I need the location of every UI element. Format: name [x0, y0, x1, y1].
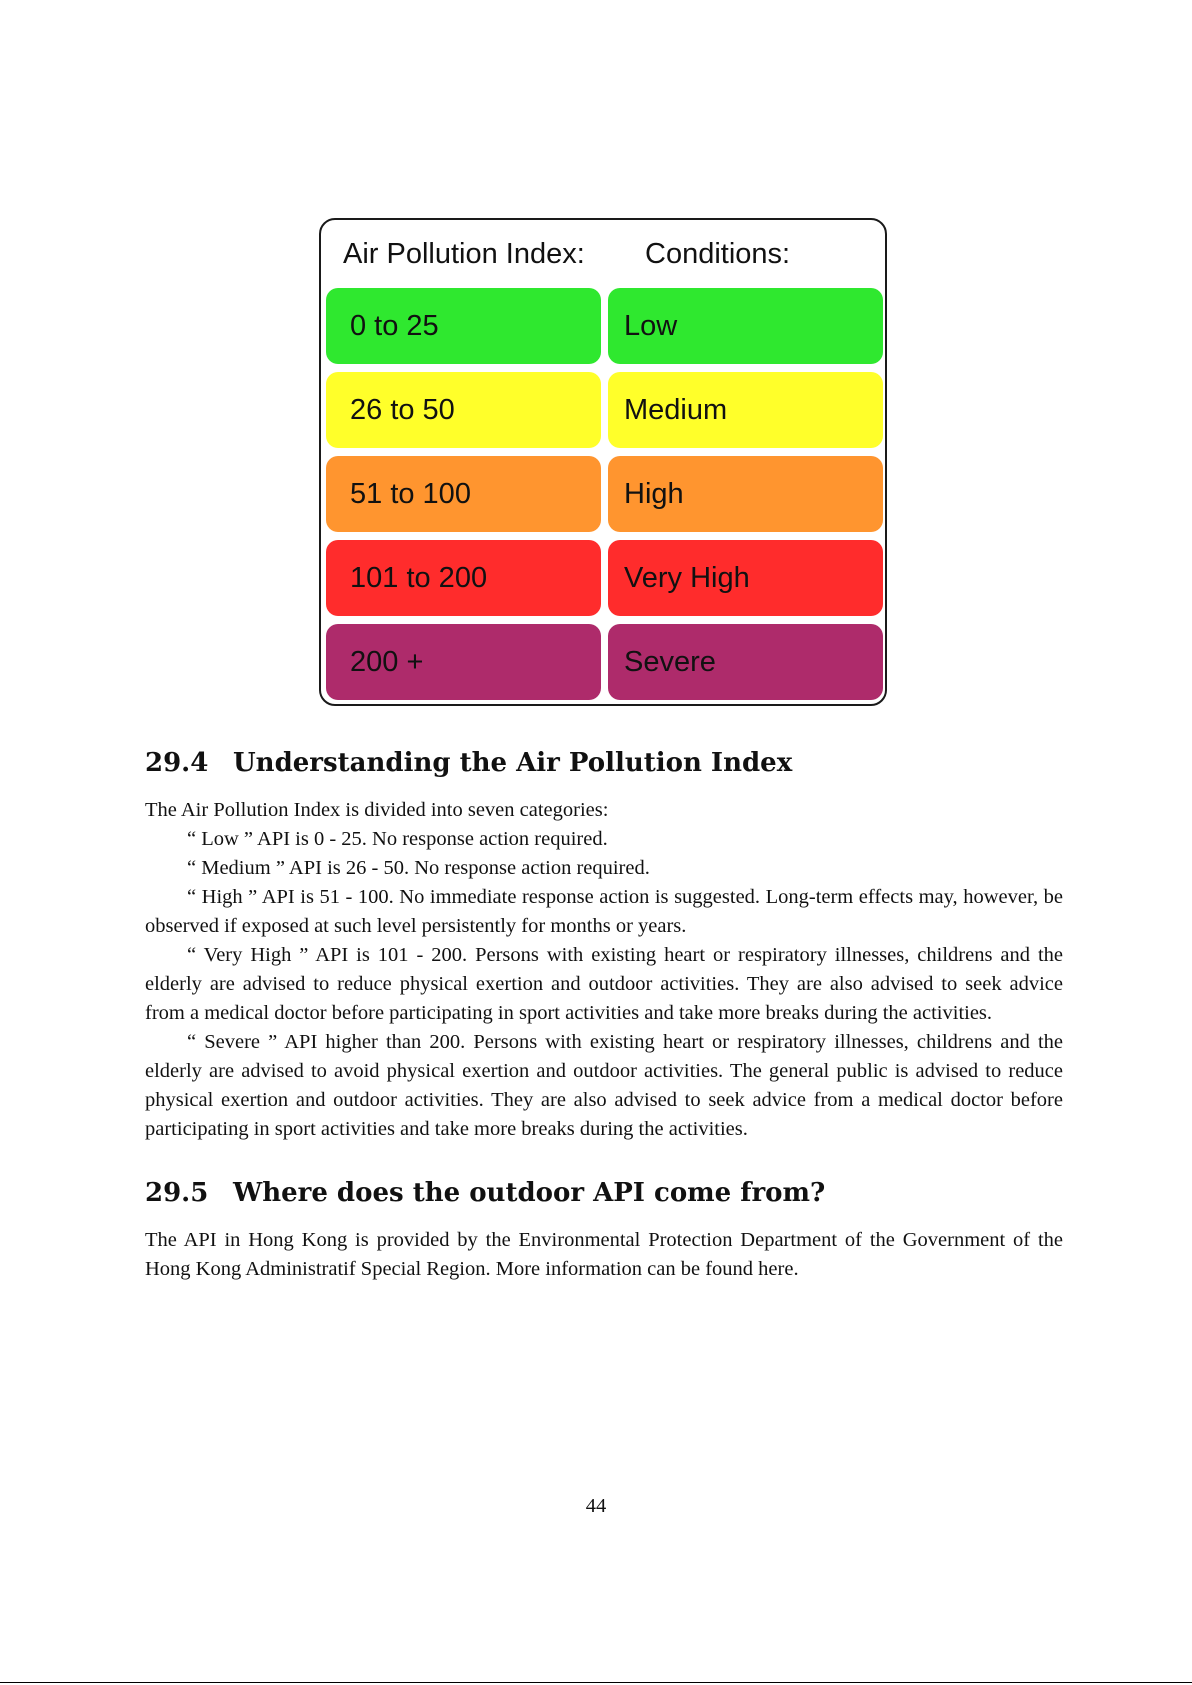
- intro-paragraph: The Air Pollution Index is divided into seven categories:: [145, 799, 609, 821]
- api-range-cell: 0 to 25: [326, 288, 601, 364]
- bottom-rule: [0, 1682, 1192, 1683]
- api-source-paragraph: The API in Hong Kong is provided by the Environmental Protection Department of the Government of the Hong Kong Administratif Special Region. More information can be found here.: [145, 1229, 1063, 1280]
- section-title: Understanding the Air Pollution Index: [233, 748, 793, 778]
- api-range-cell: 26 to 50: [326, 372, 601, 448]
- very-high-paragraph: “ Very High ” API is 101 - 200. Persons with existing heart or respiratory illnesses, childrens and the elderly are advised to reduce physical exertion and outdoor activities. They are also advised to seek advice from a medical doctor before participating in sport activities and take more breaks during the activities.: [145, 944, 1063, 1024]
- api-row-low: [326, 288, 882, 364]
- section-heading-29-4: [145, 748, 1063, 778]
- api-table-rows: [326, 288, 882, 708]
- api-range-cell: 200 +: [326, 624, 601, 700]
- api-condition-cell: Low: [608, 288, 883, 364]
- section-number: 29.5: [145, 1178, 209, 1208]
- api-row-high: [326, 456, 882, 532]
- severe-paragraph: “ Severe ” API higher than 200. Persons with existing heart or respiratory illnesses, childrens and the elderly are advised to avoid physical exertion and outdoor activities. The general public is advised to reduce physical exertion and outdoor activities. They are also advised to seek advice from a medical doctor before participating in sport activities and take more breaks during the activities.: [145, 1031, 1063, 1140]
- api-table-header: [343, 238, 875, 278]
- api-range-cell: 101 to 200: [326, 540, 601, 616]
- page-number: 44: [585, 1495, 607, 1517]
- api-row-severe: [326, 624, 882, 700]
- high-paragraph: “ High ” API is 51 - 100. No immediate response action is suggested. Long-term effects may, however, be observed if exposed at such level persistently for months or years.: [145, 886, 1063, 937]
- section-spacer: [145, 1144, 1063, 1178]
- medium-paragraph: “ Medium ” API is 26 - 50. No response action required.: [187, 857, 650, 879]
- api-condition-cell: Medium: [608, 372, 883, 448]
- api-range-cell: 51 to 100: [326, 456, 601, 532]
- api-condition-cell: Very High: [608, 540, 883, 616]
- section-title: Where does the outdoor API come from?: [233, 1178, 826, 1208]
- api-table-figure: [319, 218, 887, 706]
- api-condition-cell: High: [608, 456, 883, 532]
- api-row-very-high: [326, 540, 882, 616]
- section-number: 29.4: [145, 748, 209, 778]
- api-condition-cell: Severe: [608, 624, 883, 700]
- section-heading-29-5: [145, 1178, 1063, 1208]
- header-air-pollution-index: Air Pollution Index:: [343, 238, 585, 270]
- page-content: [145, 748, 1063, 1284]
- api-row-medium: [326, 372, 882, 448]
- header-conditions: Conditions:: [645, 238, 791, 270]
- low-paragraph: “ Low ” API is 0 - 25. No response action required.: [187, 828, 608, 850]
